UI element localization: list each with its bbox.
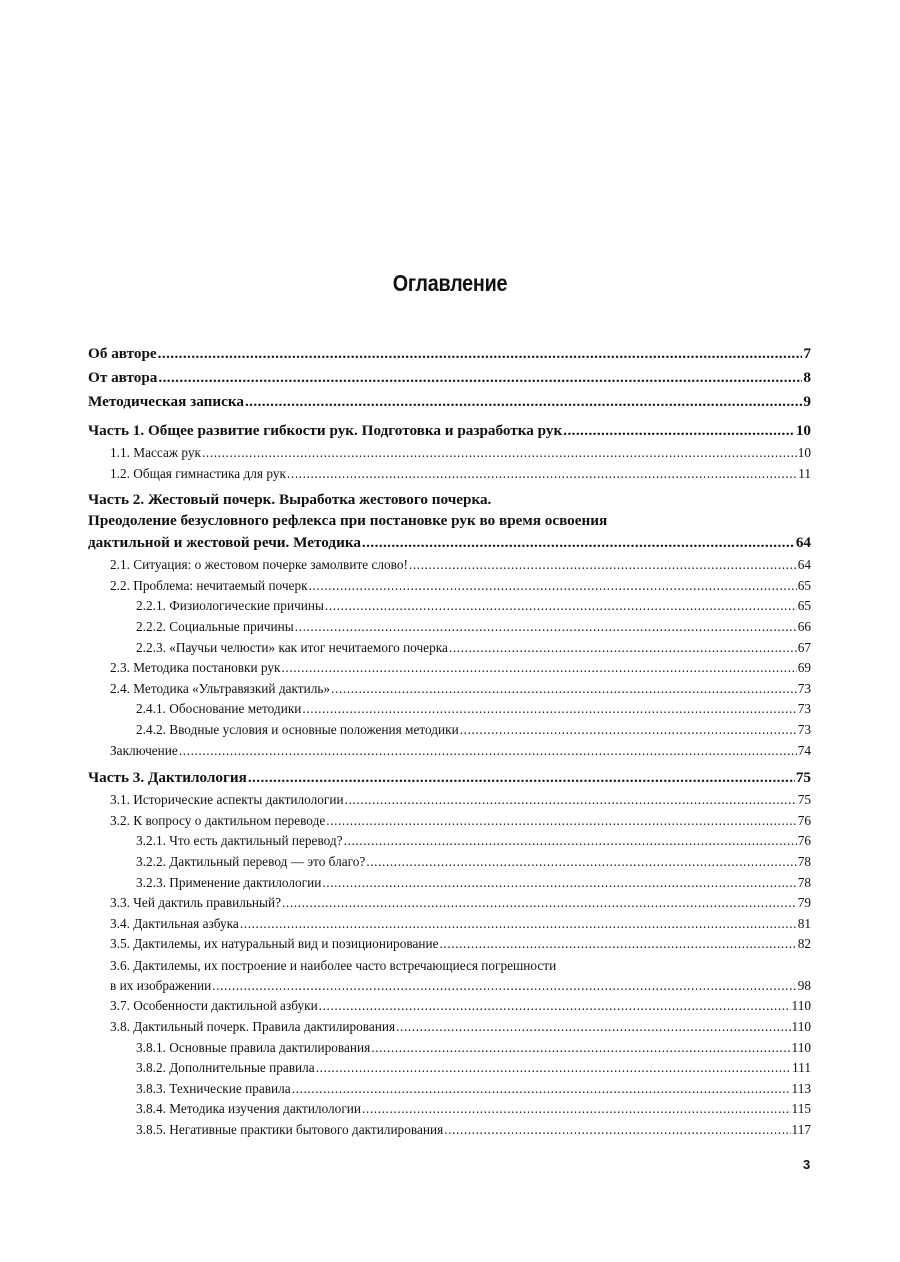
leader-dots [362, 1099, 791, 1120]
toc-label: дактильной и жестовой речи. Методика [88, 534, 361, 552]
toc-entry-3-6[interactable] [88, 976, 811, 997]
toc-label: 2.2.2. Социальные причины [136, 618, 294, 634]
leader-dots [158, 342, 803, 366]
toc-page: 76 [797, 812, 811, 828]
leader-dots [326, 811, 796, 832]
toc-page: 66 [797, 618, 811, 634]
leader-dots [440, 934, 797, 955]
table-of-contents [88, 342, 811, 1141]
toc-page: 10 [795, 422, 811, 439]
leader-dots [316, 1058, 791, 1079]
toc-label: 3.2.1. Что есть дактильный перевод? [136, 833, 343, 849]
toc-label: Об авторе [88, 345, 157, 362]
toc-entry-3-4[interactable] [88, 914, 811, 935]
toc-entry-methodical-note[interactable] [88, 390, 811, 414]
leader-dots [309, 576, 797, 597]
toc-entry-3-2[interactable] [88, 811, 811, 832]
toc-entry-part-2[interactable] [88, 531, 811, 555]
toc-page: 110 [791, 1039, 811, 1055]
toc-page: 8 [803, 369, 811, 386]
toc-entry-part-3[interactable] [88, 766, 811, 790]
toc-label: 3.3. Чей дактиль правильный? [110, 895, 281, 911]
toc-page: 64 [795, 534, 811, 552]
toc-entry-2-4-2[interactable] [88, 720, 811, 741]
leader-dots [444, 1120, 790, 1141]
leader-dots [371, 1038, 790, 1059]
toc-label: 3.2.3. Применение дактилологии [136, 874, 322, 890]
toc-label: 2.2.1. Физиологические причины [136, 598, 324, 614]
toc-label: Заключение [110, 742, 178, 758]
toc-label: 3.7. Особенности дактильной азбуки [110, 998, 318, 1014]
toc-page: 73 [797, 680, 811, 696]
toc-page: 82 [797, 936, 811, 952]
toc-page: 9 [803, 393, 811, 410]
toc-page: 113 [791, 1080, 811, 1096]
toc-label: 2.2.3. «Паучьи челюсти» как итог нечитаемого почерка [136, 639, 448, 655]
toc-page: 11 [798, 465, 811, 481]
leader-dots [344, 831, 797, 852]
toc-page: 75 [797, 792, 811, 808]
page-number: 3 [803, 1157, 811, 1172]
toc-label: 1.1. Массаж рук [110, 445, 201, 460]
toc-label: 3.8. Дактильный почерк. Правила дактилирования [110, 1019, 396, 1035]
toc-label: 3.8.2. Дополнительные правила [136, 1060, 315, 1076]
toc-entry-3-8-2[interactable] [88, 1058, 811, 1079]
toc-entry-2-2-1[interactable] [88, 596, 811, 617]
leader-dots [302, 699, 796, 720]
toc-label: 2.1. Ситуация: о жестовом почерке замолвите слово! [110, 557, 408, 573]
toc-page: 73 [797, 701, 811, 717]
toc-page: 110 [791, 998, 811, 1014]
toc-page: 65 [797, 577, 811, 593]
toc-page: 79 [797, 895, 811, 911]
toc-page: 65 [797, 598, 811, 614]
leader-dots [245, 390, 802, 414]
toc-entry-2-2-3[interactable] [88, 638, 811, 659]
toc-entry-3-5[interactable] [88, 934, 811, 955]
leader-dots [158, 366, 802, 390]
toc-entry-2-1[interactable] [88, 555, 811, 576]
toc-label: 3.8.5. Негативные практики бытового дактилирования [136, 1122, 444, 1138]
toc-label: 3.2.2. Дактильный перевод — это благо? [136, 853, 366, 869]
toc-label: 3.8.4. Методика изучения дактилологии [136, 1101, 362, 1117]
toc-page: 110 [791, 1019, 811, 1035]
page-title: Оглавление [392, 270, 508, 296]
toc-label: 1.2. Общая гимнастика для рук [110, 465, 286, 481]
leader-dots [322, 873, 796, 894]
toc-page: 81 [797, 915, 811, 931]
toc-entry-1-2[interactable] [88, 464, 811, 485]
leader-dots [449, 638, 797, 659]
toc-label: 2.4.1. Обоснование методики [136, 701, 302, 717]
toc-part-2-line-2: Преодоление безусловного рефлекса при постановке рук во время освоения [88, 512, 608, 530]
toc-label: 2.2. Проблема: нечитаемый почерк [110, 577, 308, 593]
toc-entry-3-3[interactable] [88, 893, 811, 914]
toc-entry-3-1[interactable] [88, 790, 811, 811]
toc-label: в их изображении [110, 977, 212, 993]
toc-label: 3.8.3. Технические правила [136, 1080, 291, 1096]
leader-dots [248, 766, 795, 790]
toc-label: 2.4.2. Вводные условия и основные положения методики [136, 721, 459, 737]
toc-page: 76 [797, 833, 811, 849]
leader-dots [281, 658, 796, 679]
leader-dots [295, 617, 797, 638]
toc-label: 3.4. Дактильная азбука [110, 915, 239, 931]
leader-dots [292, 1079, 791, 1100]
toc-entry-2-2-2[interactable] [88, 617, 811, 638]
toc-entry-3-8-4[interactable] [88, 1099, 811, 1120]
toc-page: 69 [797, 660, 811, 676]
leader-dots [325, 596, 797, 617]
leader-dots [460, 720, 797, 741]
toc-label: От автора [88, 369, 158, 386]
toc-entry-3-2-3[interactable] [88, 873, 811, 894]
toc-page: 7 [803, 345, 811, 362]
leader-dots [287, 464, 797, 485]
toc-label: Методическая записка [88, 393, 244, 410]
toc-page: 98 [797, 977, 811, 993]
toc-label: 2.4. Методика «Ультравязкий дактиль» [110, 680, 331, 696]
leader-dots [179, 741, 797, 762]
toc-entry-3-2-1[interactable] [88, 831, 811, 852]
toc-entry-1-1[interactable] [88, 443, 811, 464]
toc-entry-about-author[interactable] [88, 342, 811, 366]
leader-dots [212, 976, 796, 997]
toc-entry-2-4-1[interactable] [88, 699, 811, 720]
toc-page: 74 [797, 742, 811, 758]
toc-label: 3.8.1. Основные правила дактилирования [136, 1039, 371, 1055]
toc-entry-3-8-3[interactable] [88, 1079, 811, 1100]
leader-dots [345, 790, 797, 811]
leader-dots [240, 914, 797, 935]
toc-page: 111 [792, 1060, 811, 1076]
toc-entry-3-2-2[interactable] [88, 852, 811, 873]
toc-entry-from-author[interactable] [88, 366, 811, 390]
toc-entry-part-1[interactable] [88, 419, 811, 443]
toc-entry-2-2[interactable] [88, 576, 811, 597]
toc-entry-3-7[interactable] [88, 996, 811, 1017]
leader-dots [202, 443, 797, 464]
toc-entry-2-4[interactable] [88, 679, 811, 700]
toc-page: 67 [797, 639, 811, 655]
toc-page: 75 [795, 769, 811, 787]
toc-entry-2-conclusion[interactable] [88, 741, 811, 762]
toc-page: 10 [797, 445, 811, 460]
toc-label: 3.5. Дактилемы, их натуральный вид и позиционирование [110, 936, 439, 952]
leader-dots [396, 1017, 790, 1038]
leader-dots [409, 555, 797, 576]
toc-page: 115 [791, 1101, 811, 1117]
toc-page: 78 [797, 874, 811, 890]
leader-dots [319, 996, 791, 1017]
toc-page: 117 [791, 1122, 811, 1138]
leader-dots [331, 679, 797, 700]
toc-label: Часть 1. Общее развитие гибкости рук. Подготовка и разработка рук [88, 422, 563, 439]
toc-entry-2-3[interactable] [88, 658, 811, 679]
toc-entry-3-6-line-1: 3.6. Дактилемы, их построение и наиболее часто встречающиеся погрешности [110, 957, 557, 973]
toc-label: 3.2. К вопросу о дактильном переводе [110, 812, 326, 828]
toc-page: 64 [797, 557, 811, 573]
toc-page: 73 [797, 721, 811, 737]
leader-dots [362, 531, 795, 555]
toc-label: 3.1. Исторические аспекты дактилологии [110, 792, 344, 808]
toc-page: 78 [797, 853, 811, 869]
toc-entry-3-8-1[interactable] [88, 1038, 811, 1059]
toc-entry-3-8[interactable] [88, 1017, 811, 1038]
toc-label: Часть 3. Дактилология [88, 769, 247, 787]
leader-dots [282, 893, 797, 914]
leader-dots [563, 419, 795, 443]
leader-dots [366, 852, 796, 873]
toc-label: 2.3. Методика постановки рук [110, 660, 281, 676]
toc-part-2-line-1: Часть 2. Жестовый почерк. Выработка жестового почерка. [88, 491, 492, 509]
toc-entry-3-8-5[interactable] [88, 1120, 811, 1141]
